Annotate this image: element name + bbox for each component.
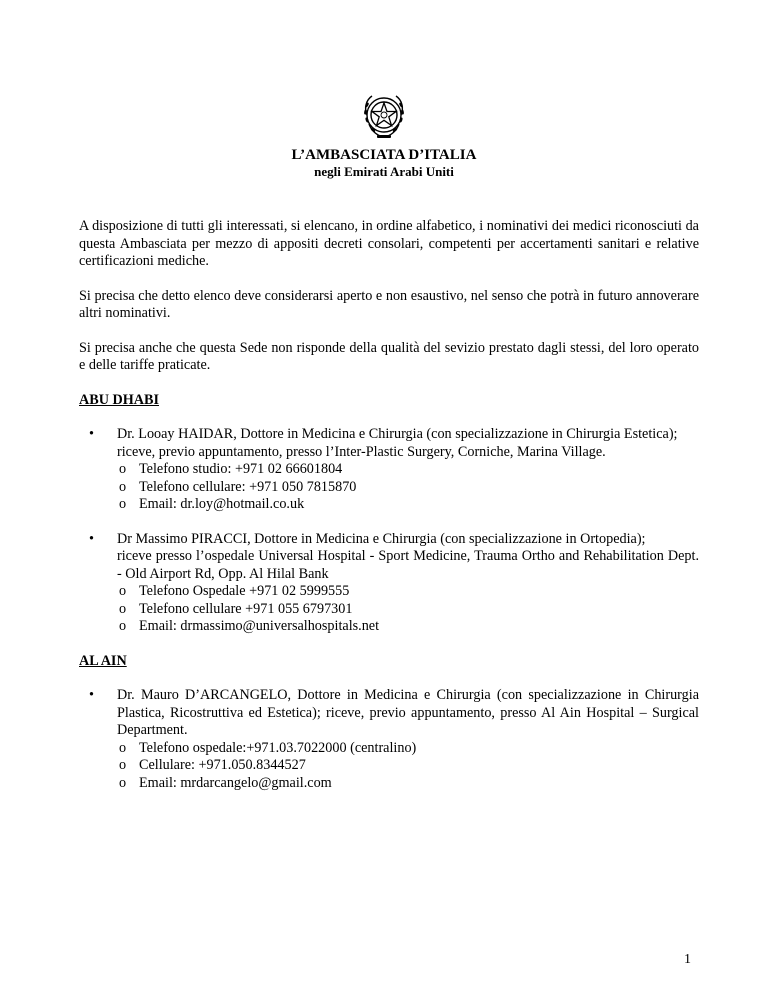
doctor-name-line: Dr Massimo PIRACCI, Dottore in Medicina e Chirurgia (con specializzazione in Ortopedia); — [117, 530, 646, 547]
contact-item — [117, 479, 699, 497]
contact-text: Telefono Ospedale +971 02 5999555 — [139, 583, 350, 599]
sub-bullet-icon: o — [119, 583, 127, 599]
bullet-icon: • — [89, 426, 94, 442]
sub-bullet-icon: o — [119, 478, 127, 495]
embassy-subtitle: negli Emirati Arabi Uniti — [314, 164, 454, 179]
contact-item — [117, 601, 699, 619]
sub-bullet-icon: o — [119, 496, 127, 512]
sub-bullet-icon: o — [119, 757, 127, 773]
italian-republic-emblem-icon — [356, 88, 412, 144]
contact-item — [117, 775, 699, 793]
contact-text: Email: dr.loy@hotmail.co.uk — [139, 496, 305, 512]
sub-bullet-icon: o — [119, 600, 127, 617]
section-heading-al-ain: AL AIN — [79, 652, 127, 669]
doctor-detail: riceve, previo appuntamento, presso l’Inter-Plastic Surgery, Corniche, Marina Village. — [117, 443, 606, 460]
contact-item — [117, 496, 699, 514]
document-body — [79, 218, 699, 792]
intro-paragraph: A disposizione di tutti gli interessati, si elencano, in ordine alfabetico, i nominativi dei medici riconosciuti da questa Ambasciata per mezzo di appositi decreti consolari, competenti per accertamenti sanitari e relative certificazioni mediche. — [79, 218, 699, 269]
contact-text: Email: mrdarcangelo@gmail.com — [139, 774, 332, 791]
contact-list — [79, 583, 699, 636]
bullet-icon: • — [89, 530, 94, 547]
contact-text: Telefono cellulare +971 055 6797301 — [139, 600, 353, 617]
sub-bullet-icon: o — [119, 461, 127, 477]
intro-paragraph: Si precisa che detto elenco deve considerarsi aperto e non esaustivo, nel senso che potrà in futuro annoverare altri nominativi. — [79, 287, 699, 321]
sub-bullet-icon: o — [119, 774, 127, 791]
contact-list — [79, 461, 699, 514]
doctor-name-line: Dr. Looay HAIDAR, Dottore in Medicina e Chirurgia (con specializzazione in Chirurgia Estetica); — [117, 426, 678, 442]
contact-list — [79, 740, 699, 793]
contact-text: Telefono studio: +971 02 66601804 — [139, 461, 343, 477]
embassy-title: L’AMBASCIATA D’ITALIA — [291, 147, 477, 163]
doctor-entry — [79, 531, 699, 584]
document-header — [0, 146, 768, 180]
bullet-icon: • — [89, 687, 94, 703]
contact-item — [117, 461, 699, 479]
sub-bullet-icon: o — [119, 739, 127, 756]
doctor-detail: riceve presso l’ospedale Universal Hospital - Sport Medicine, Trauma Ortho and Rehabilitation Dept. - Old Airport Rd, Opp. Al Hilal Bank — [117, 548, 699, 582]
intro-paragraph: Si precisa anche che questa Sede non risponde della qualità del sevizio prestato dagli stessi, del loro operato e delle tariffe praticate. — [79, 339, 699, 373]
sub-bullet-icon: o — [119, 618, 127, 634]
contact-text: Telefono ospedale:+971.03.7022000 (centralino) — [139, 739, 417, 756]
contact-item — [117, 618, 699, 636]
contact-item — [117, 740, 699, 758]
contact-text: Telefono cellulare: +971 050 7815870 — [139, 478, 357, 495]
doctor-entry — [79, 687, 699, 740]
doctor-entry — [79, 426, 699, 461]
page-number: 1 — [684, 952, 691, 967]
contact-text: Cellulare: +971.050.8344527 — [139, 757, 306, 773]
contact-item — [117, 757, 699, 775]
section-heading-abu-dhabi: ABU DHABI — [79, 391, 160, 408]
doctor-name-line: Dr. Mauro D’ARCANGELO, Dottore in Medicina e Chirurgia (con specializzazione in Chirurgia Plastica, Ricostruttiva ed Estetica); riceve, previo appuntamento, presso Al Ain Hospital – Surgical Department. — [117, 687, 699, 738]
contact-item — [117, 583, 699, 601]
contact-text: Email: drmassimo@universalhospitals.net — [139, 618, 380, 634]
